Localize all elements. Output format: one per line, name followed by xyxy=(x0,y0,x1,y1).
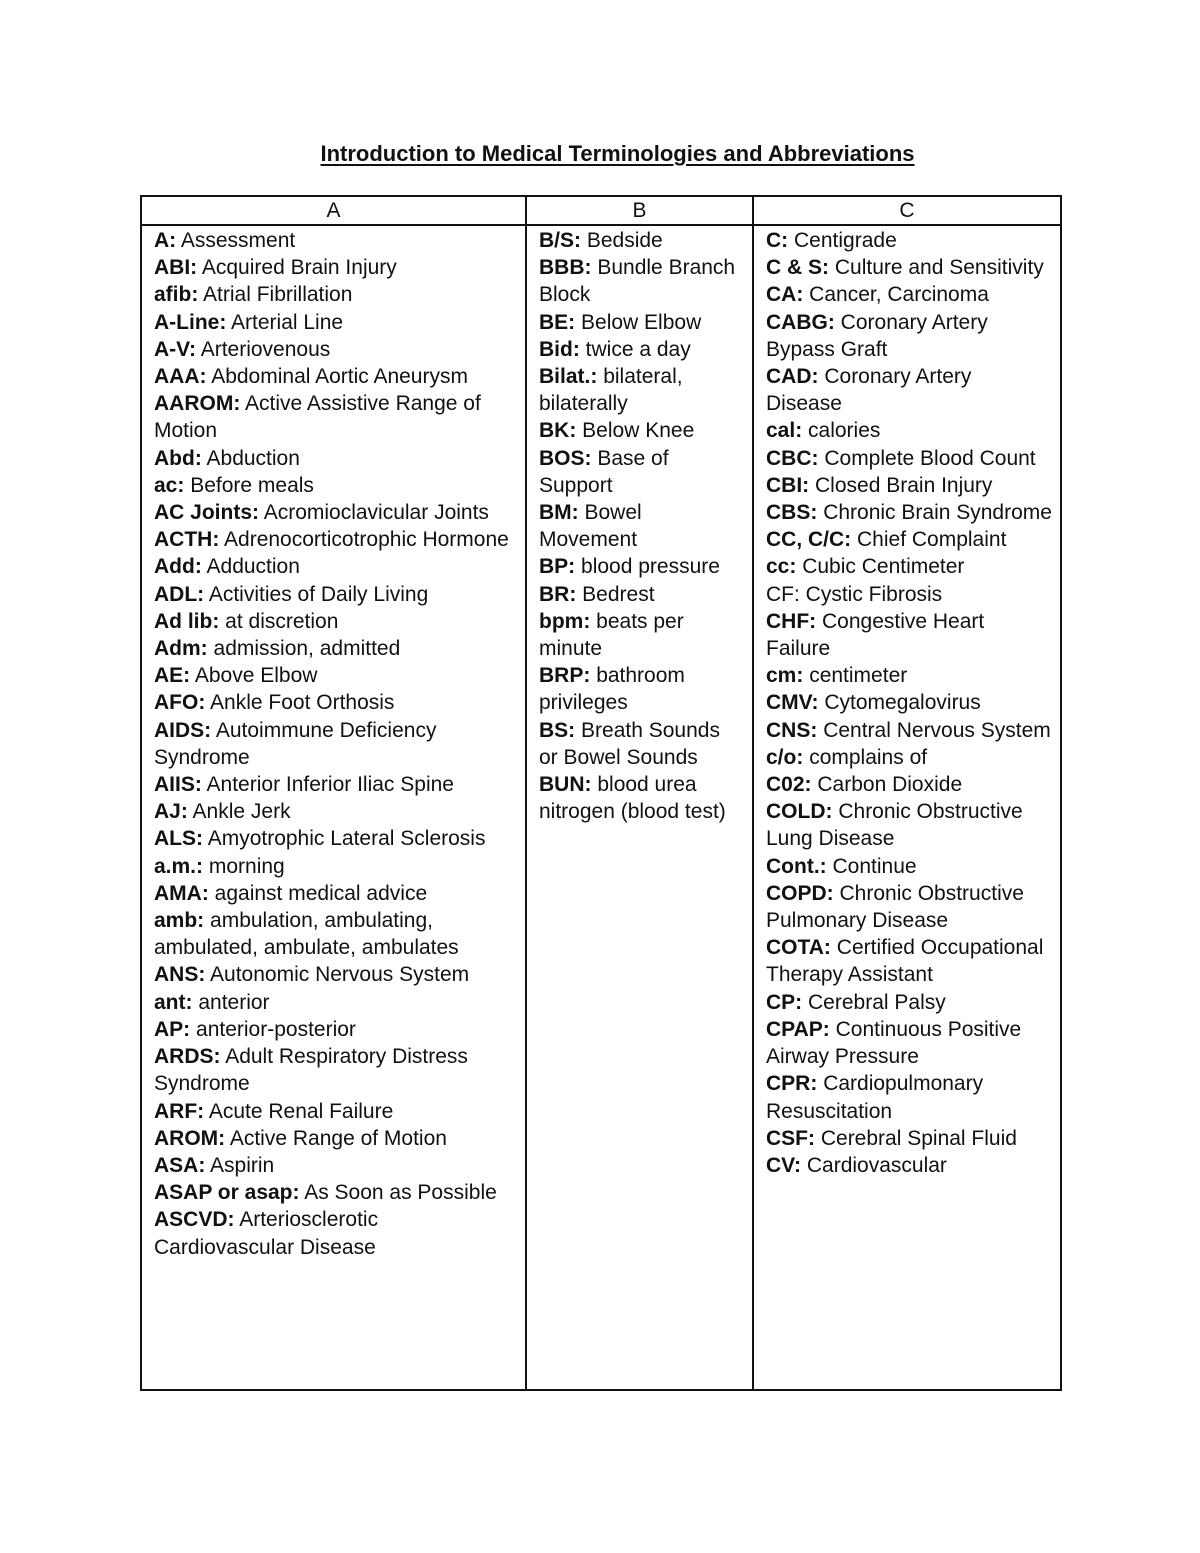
term-entry xyxy=(539,717,744,771)
term-abbreviation: AC Joints: xyxy=(154,501,259,525)
term-abbreviation: CC, C/C: xyxy=(766,528,852,552)
term-definition: twice a day xyxy=(585,337,691,361)
term-abbreviation: ant: xyxy=(154,990,193,1014)
term-definition: beats per minute xyxy=(539,609,684,661)
term-abbreviation: CP: xyxy=(766,990,803,1014)
term-abbreviation: afib: xyxy=(154,283,199,307)
term-abbreviation: BRP: xyxy=(539,664,591,688)
term-definition: Bundle Branch Block xyxy=(539,256,736,307)
term-abbreviation: BOS: xyxy=(539,446,592,470)
term-entry xyxy=(539,363,744,417)
term-abbreviation: Bilat.: xyxy=(539,365,598,389)
term-definition: Carbon Dioxide xyxy=(817,773,963,797)
term-definition: Cardiopulmonary Resuscitation xyxy=(766,1072,984,1123)
term-abbreviation: BK: xyxy=(539,419,577,443)
term-definition: Abduction xyxy=(206,446,300,470)
term-abbreviation: COLD: xyxy=(766,800,833,824)
term-entry xyxy=(766,1070,1052,1124)
term-entry xyxy=(539,771,744,825)
term-entry xyxy=(766,526,1052,553)
term-abbreviation: ANS: xyxy=(154,963,206,987)
abbreviation-table xyxy=(140,195,1062,1391)
term-definition: complains of xyxy=(809,745,928,769)
term-definition: Cerebral Palsy xyxy=(808,990,946,1014)
column-header-a: A xyxy=(141,196,526,225)
term-definition: Ankle Foot Orthosis xyxy=(210,691,395,715)
table-header-row xyxy=(141,196,1061,225)
term-entry xyxy=(766,662,1052,689)
term-abbreviation: BS: xyxy=(539,718,576,742)
term-entry xyxy=(154,689,517,716)
term-abbreviation: BP: xyxy=(539,555,576,579)
term-entry xyxy=(154,1098,517,1125)
term-entry xyxy=(766,798,1052,852)
term-entry xyxy=(539,608,744,662)
term-definition: Before meals xyxy=(190,473,314,497)
term-entry xyxy=(154,472,517,499)
term-entry xyxy=(154,771,517,798)
term-abbreviation: COTA: xyxy=(766,936,831,960)
term-entry xyxy=(154,363,517,390)
term-definition: Central Nervous System xyxy=(823,718,1051,742)
term-abbreviation: amb: xyxy=(154,909,205,933)
term-definition: morning xyxy=(208,854,285,878)
term-entry xyxy=(154,281,517,308)
term-definition: Active Range of Motion xyxy=(229,1126,447,1150)
term-entry xyxy=(539,254,744,308)
term-entry xyxy=(766,1016,1052,1070)
term-entry xyxy=(539,445,744,499)
term-definition: Acquired Brain Injury xyxy=(201,256,397,280)
term-entry xyxy=(154,309,517,336)
term-abbreviation: CPR: xyxy=(766,1072,818,1096)
term-entry xyxy=(154,336,517,363)
term-entry xyxy=(539,309,744,336)
term-definition: Closed Brain Injury xyxy=(815,473,993,497)
term-entry xyxy=(154,1125,517,1152)
term-entry xyxy=(766,608,1052,662)
term-abbreviation: ABI: xyxy=(154,256,198,280)
term-definition: bathroom privileges xyxy=(539,664,685,715)
term-definition: Arterial Line xyxy=(231,310,344,334)
term-definition: blood urea nitrogen (blood test) xyxy=(539,773,726,824)
term-definition: calories xyxy=(808,419,881,443)
term-entry xyxy=(766,417,1052,444)
term-definition: Chronic Brain Syndrome xyxy=(823,501,1052,525)
term-definition: anterior xyxy=(198,990,270,1014)
term-abbreviation: AE: xyxy=(154,664,191,688)
term-definition: Cytomegalovirus xyxy=(824,691,981,715)
term-abbreviation: ADL: xyxy=(154,582,205,606)
term-abbreviation: A-V: xyxy=(154,337,196,361)
term-definition: blood pressure xyxy=(581,555,720,579)
term-entry xyxy=(154,1179,517,1206)
term-abbreviation: Bid: xyxy=(539,337,580,361)
term-abbreviation: cal: xyxy=(766,419,803,443)
term-entry xyxy=(154,880,517,907)
term-abbreviation: AAA: xyxy=(154,365,207,389)
term-definition: Activities of Daily Living xyxy=(208,582,429,606)
term-abbreviation: CBS: xyxy=(766,501,818,525)
term-abbreviation: ALS: xyxy=(154,827,203,851)
term-definition: Breath Sounds or Bowel Sounds xyxy=(539,718,720,769)
term-definition: Acromioclavicular Joints xyxy=(263,501,489,525)
term-abbreviation: CAD: xyxy=(766,365,819,389)
term-entry xyxy=(766,1152,1052,1179)
term-definition: Cancer, Carcinoma xyxy=(809,283,989,307)
term-abbreviation: cm: xyxy=(766,664,804,688)
term-entry xyxy=(539,581,744,608)
term-entry xyxy=(154,499,517,526)
column-c-entries xyxy=(753,225,1061,1390)
term-definition: Continuous Positive Airway Pressure xyxy=(766,1017,1022,1069)
column-b-entries xyxy=(526,225,753,1390)
term-entry xyxy=(154,390,517,444)
term-abbreviation: C02: xyxy=(766,773,812,797)
term-entry xyxy=(154,989,517,1016)
term-abbreviation: CA: xyxy=(766,283,804,307)
term-abbreviation: AP: xyxy=(154,1017,191,1041)
term-entry xyxy=(154,662,517,689)
term-definition: Certified Occupational Therapy Assistant xyxy=(766,936,1044,987)
term-definition: Anterior Inferior Iliac Spine xyxy=(206,773,454,797)
term-definition: against medical advice xyxy=(214,881,428,905)
term-definition: Base of Support xyxy=(539,446,669,497)
term-abbreviation: c/o: xyxy=(766,745,804,769)
term-definition: Autoimmune Deficiency Syndrome xyxy=(154,718,437,769)
term-abbreviation: ARF: xyxy=(154,1099,205,1123)
term-abbreviation: AFO: xyxy=(154,691,206,715)
term-entry xyxy=(766,853,1052,880)
term-abbreviation: Abd: xyxy=(154,446,202,470)
term-entry xyxy=(154,825,517,852)
page-title: Introduction to Medical Terminologies and Abbreviations xyxy=(320,141,915,166)
term-entry xyxy=(766,309,1052,363)
term-abbreviation: A-Line: xyxy=(154,310,227,334)
term-definition: Arteriovenous xyxy=(200,337,331,361)
term-abbreviation: BE: xyxy=(539,310,576,334)
term-entry xyxy=(766,717,1052,744)
term-definition: CF: Cystic Fibrosis xyxy=(766,582,943,606)
term-definition: Active Assistive Range of Motion xyxy=(154,392,481,443)
term-entry xyxy=(154,1043,517,1097)
term-entry xyxy=(154,853,517,880)
term-entry xyxy=(539,417,744,444)
term-definition: Bedrest xyxy=(582,582,655,606)
term-abbreviation: CNS: xyxy=(766,718,818,742)
term-entry xyxy=(766,581,1052,608)
term-abbreviation: B/S: xyxy=(539,229,581,252)
term-abbreviation: C: xyxy=(766,229,789,252)
term-definition: Atrial Fibrillation xyxy=(203,283,353,307)
term-entry xyxy=(154,581,517,608)
term-definition: Chief Complaint xyxy=(857,528,1007,552)
term-entry xyxy=(766,934,1052,988)
term-definition: ambulation, ambulating, ambulated, ambulate, ambulates xyxy=(154,909,459,960)
term-entry xyxy=(539,499,744,553)
term-abbreviation: ac: xyxy=(154,473,185,497)
term-definition: Bedside xyxy=(586,229,663,252)
term-definition: Adduction xyxy=(206,555,300,579)
term-abbreviation: AAROM: xyxy=(154,392,241,416)
term-definition: Amyotrophic Lateral Sclerosis xyxy=(207,827,486,851)
term-entry xyxy=(766,689,1052,716)
term-abbreviation: Adm: xyxy=(154,637,208,661)
term-definition: Centigrade xyxy=(794,229,897,252)
term-entry xyxy=(766,472,1052,499)
term-definition: Chronic Obstructive Lung Disease xyxy=(766,800,1023,851)
term-abbreviation: CSF: xyxy=(766,1126,815,1150)
term-entry xyxy=(766,1125,1052,1152)
term-abbreviation: CBC: xyxy=(766,446,819,470)
term-entry xyxy=(154,608,517,635)
term-abbreviation: a.m.: xyxy=(154,854,204,878)
term-abbreviation: Add: xyxy=(154,555,202,579)
term-entry xyxy=(766,227,1052,254)
term-entry xyxy=(766,254,1052,281)
term-abbreviation: C & S: xyxy=(766,256,829,280)
term-entry xyxy=(154,907,517,961)
term-entry xyxy=(766,445,1052,472)
term-entry xyxy=(154,254,517,281)
term-abbreviation: BR: xyxy=(539,582,577,606)
term-entry xyxy=(154,445,517,472)
term-entry xyxy=(154,961,517,988)
term-abbreviation: CV: xyxy=(766,1153,802,1177)
term-abbreviation: A: xyxy=(154,229,177,252)
term-definition: Abdominal Aortic Aneurysm xyxy=(211,365,468,389)
term-entry xyxy=(154,526,517,553)
term-abbreviation: AJ: xyxy=(154,800,188,824)
term-definition: admission, admitted xyxy=(213,637,401,661)
term-entry xyxy=(766,880,1052,934)
table-body-row xyxy=(141,225,1061,1390)
term-abbreviation: CHF: xyxy=(766,609,817,633)
term-abbreviation: COPD: xyxy=(766,881,834,905)
term-definition: Continue xyxy=(832,854,917,878)
term-abbreviation: AIIS: xyxy=(154,773,202,797)
term-definition: Ankle Jerk xyxy=(192,800,291,824)
term-definition: Arteriosclerotic Cardiovascular Disease xyxy=(154,1208,379,1259)
term-definition: Complete Blood Count xyxy=(824,446,1036,470)
column-a-entries xyxy=(141,225,526,1390)
term-entry xyxy=(154,1016,517,1043)
term-entry xyxy=(766,499,1052,526)
term-definition: Culture and Sensitivity xyxy=(834,256,1044,280)
term-entry xyxy=(154,717,517,771)
term-entry xyxy=(766,744,1052,771)
term-definition: Coronary Artery Bypass Graft xyxy=(766,310,988,361)
term-abbreviation: AROM: xyxy=(154,1126,226,1150)
term-definition: Above Elbow xyxy=(194,664,318,688)
term-definition: centimeter xyxy=(809,664,908,688)
term-abbreviation: BM: xyxy=(539,501,579,525)
term-definition: Coronary Artery Disease xyxy=(766,365,972,416)
term-abbreviation: ASA: xyxy=(154,1153,206,1177)
term-entry xyxy=(539,227,744,254)
term-definition: Chronic Obstructive Pulmonary Disease xyxy=(766,881,1024,933)
term-abbreviation: cc: xyxy=(766,555,797,579)
term-entry xyxy=(154,635,517,662)
term-entry xyxy=(766,989,1052,1016)
term-abbreviation: CPAP: xyxy=(766,1017,830,1041)
term-definition: Adrenocorticotrophic Hormone xyxy=(224,528,509,552)
term-abbreviation: BUN: xyxy=(539,773,592,797)
term-abbreviation: BBB: xyxy=(539,256,592,280)
term-definition: As Soon as Possible xyxy=(304,1181,497,1205)
term-definition: bilateral, bilaterally xyxy=(539,365,683,416)
term-entry xyxy=(539,662,744,716)
term-entry xyxy=(154,553,517,580)
term-abbreviation: AMA: xyxy=(154,881,209,905)
term-abbreviation: CABG: xyxy=(766,310,835,334)
term-definition: at discretion xyxy=(225,609,339,633)
term-definition: Cardiovascular xyxy=(806,1153,947,1177)
term-definition: Congestive Heart Failure xyxy=(766,609,985,661)
term-abbreviation: AIDS: xyxy=(154,718,212,742)
term-definition: Adult Respiratory Distress Syndrome xyxy=(154,1045,468,1096)
term-entry xyxy=(154,798,517,825)
term-abbreviation: ASCVD: xyxy=(154,1208,235,1232)
term-definition: Cerebral Spinal Fluid xyxy=(820,1126,1017,1150)
term-entry xyxy=(766,771,1052,798)
term-abbreviation: Cont.: xyxy=(766,854,827,878)
column-header-b: B xyxy=(526,196,753,225)
term-abbreviation: CMV: xyxy=(766,691,819,715)
term-definition: Cubic Centimeter xyxy=(802,555,965,579)
term-entry xyxy=(766,281,1052,308)
term-abbreviation: CBI: xyxy=(766,473,810,497)
term-definition: Aspirin xyxy=(210,1153,275,1177)
term-entry xyxy=(766,363,1052,417)
term-definition: Acute Renal Failure xyxy=(208,1099,394,1123)
term-entry xyxy=(154,1152,517,1179)
term-abbreviation: ARDS: xyxy=(154,1045,221,1069)
term-abbreviation: ACTH: xyxy=(154,528,220,552)
term-definition: anterior-posterior xyxy=(196,1017,356,1041)
column-header-c: C xyxy=(753,196,1061,225)
term-entry xyxy=(154,227,517,254)
term-definition: Autonomic Nervous System xyxy=(210,963,470,987)
term-definition: Below Knee xyxy=(582,419,695,443)
term-entry xyxy=(154,1206,517,1260)
term-entry xyxy=(539,553,744,580)
term-abbreviation: Ad lib: xyxy=(154,609,220,633)
term-definition: Bowel Movement xyxy=(539,501,642,552)
term-definition: Below Elbow xyxy=(581,310,702,334)
term-entry xyxy=(766,553,1052,580)
term-abbreviation: bpm: xyxy=(539,609,591,633)
term-definition: Assessment xyxy=(180,229,296,252)
term-abbreviation: ASAP or asap: xyxy=(154,1181,300,1205)
term-entry xyxy=(539,336,744,363)
